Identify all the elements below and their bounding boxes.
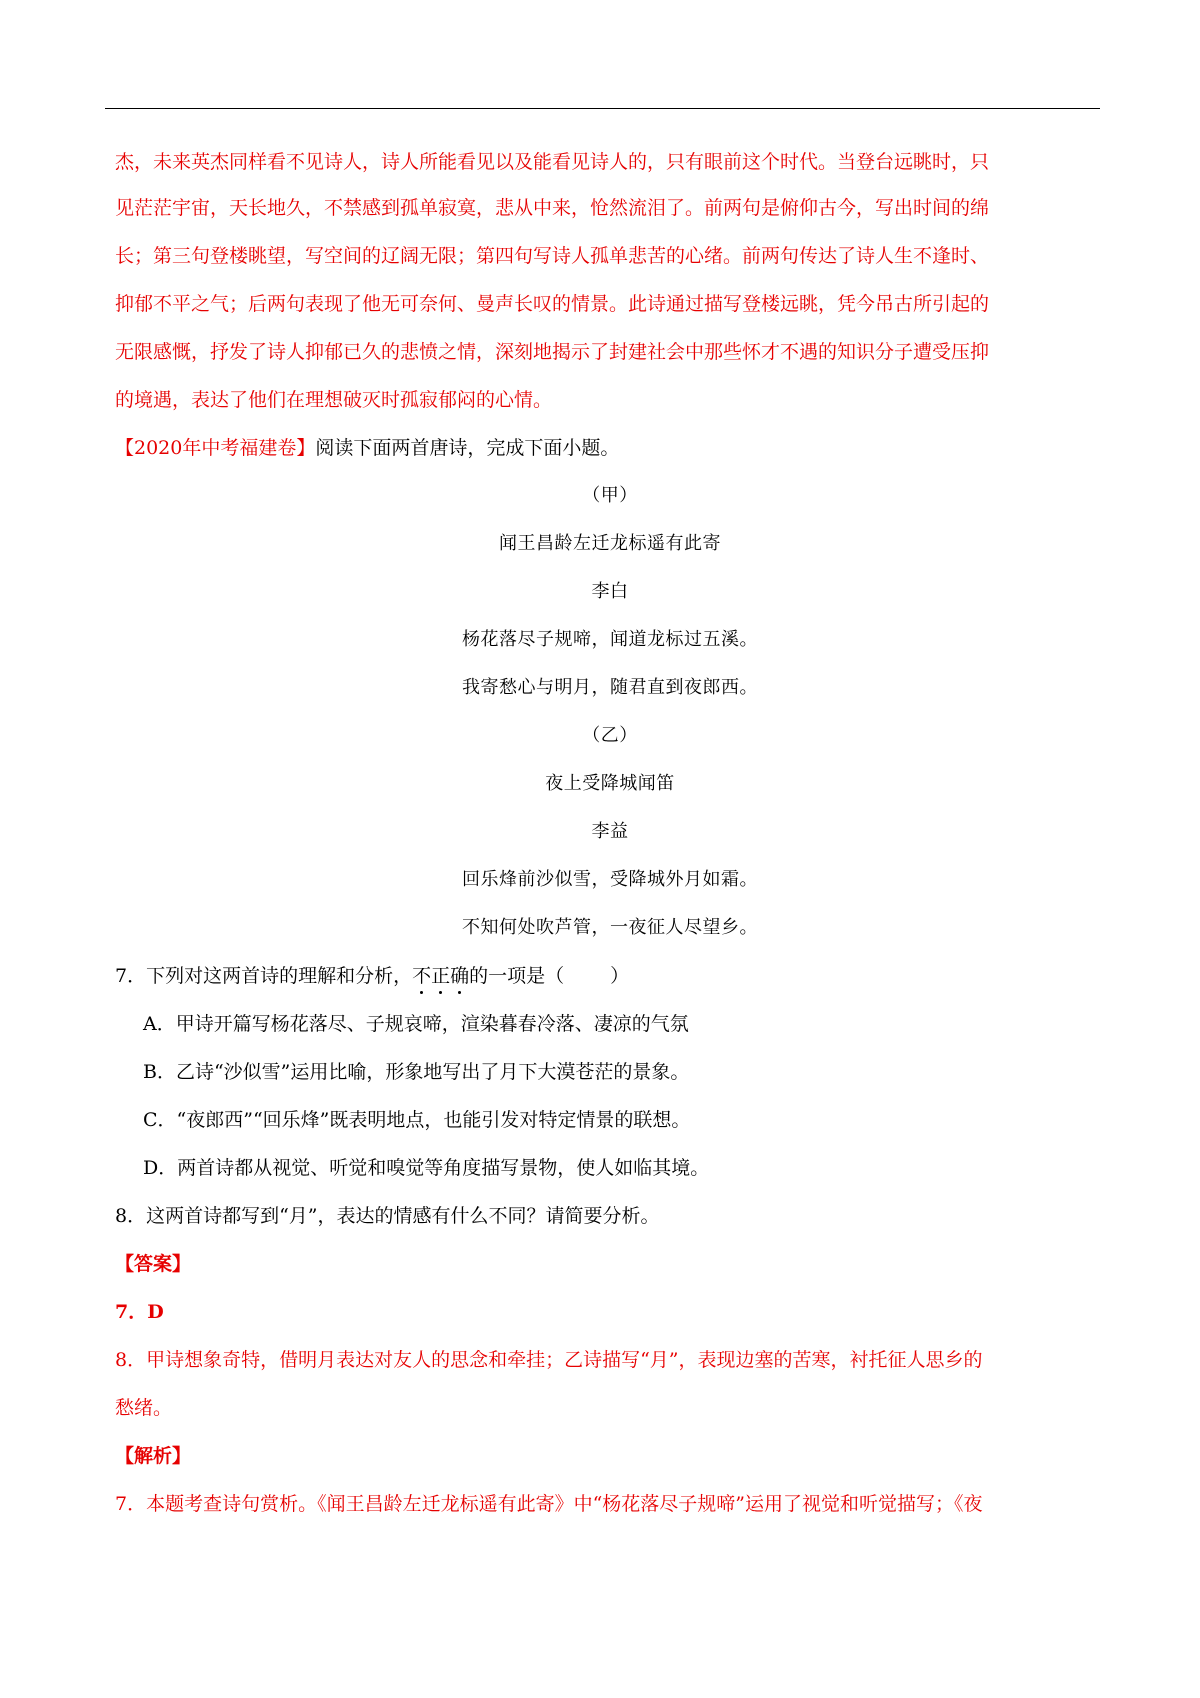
poem-b-author: 李益 <box>591 821 629 842</box>
analysis-line: 抑郁不平之气；后两句表现了他无可奈何、曼声长叹的情景。此诗通过描写登楼远眺，凭今吊古所引起的 <box>115 293 990 315</box>
poem-b-line: 回乐烽前沙似雪，受降城外月如霜。 <box>462 869 758 890</box>
option-d: D．两首诗都从视觉、听觉和嗅觉等角度描写景物，使人如临其境。 <box>143 1157 710 1179</box>
analysis-line: 杰，未来英杰同样看不见诗人，诗人所能看见以及能看见诗人的，只有眼前这个时代。当登台远眺时，只 <box>115 151 990 173</box>
instruction: 阅读下面两首唐诗，完成下面小题。 <box>315 437 620 459</box>
poem-b-title: 夜上受降城闻笛 <box>545 773 675 794</box>
poem-b-label: （乙） <box>582 725 638 746</box>
explanation-heading: 【解析】 <box>115 1445 192 1467</box>
option-c: C．“夜郎西”“回乐烽”既表明地点，也能引发对特定情景的联想。 <box>143 1109 691 1131</box>
emphasis-char: 确 <box>450 965 470 987</box>
question-7-close-paren: ） <box>610 965 630 987</box>
poem-a-line: 杨花落尽子规啼，闻道龙标过五溪。 <box>462 629 758 650</box>
question-intro <box>115 436 619 460</box>
poem-a-title: 闻王昌龄左迁龙标遥有此寄 <box>499 533 721 554</box>
analysis-line: 长；第三句登楼眺望，写空间的辽阔无限；第四句写诗人孤单悲苦的心绪。前两句传达了诗人生不逢时、 <box>115 245 990 267</box>
question-7 <box>115 964 629 988</box>
answer-8-line: 8．甲诗想象奇特，借明月表达对友人的思念和牵挂；乙诗描写“月”，表现边塞的苦寒，衬托征人思乡的 <box>115 1349 983 1371</box>
question-8: 8．这两首诗都写到“月”，表达的情感有什么不同？请简要分析。 <box>115 1205 660 1227</box>
answer-7: 7．D <box>115 1301 164 1323</box>
poem-a-author: 李白 <box>591 581 629 602</box>
option-b: B．乙诗“沙似雪”运用比喻，形象地写出了月下大漠苍茫的景象。 <box>143 1061 690 1083</box>
option-a: A．甲诗开篇写杨花落尽、子规哀啼，渲染暮春冷落、凄凉的气氛 <box>143 1013 689 1035</box>
poem-a-label: （甲） <box>582 485 638 506</box>
answer-heading: 【答案】 <box>115 1253 192 1275</box>
question-7-prefix: 7．下列对这两首诗的理解和分析， <box>115 965 413 987</box>
analysis-line: 的境遇，表达了他们在理想破灭时孤寂郁闷的心情。 <box>115 389 553 411</box>
header-rule <box>105 108 1100 109</box>
emphasis-char: 不 <box>412 965 432 987</box>
poem-a-line: 我寄愁心与明月，随君直到夜郎西。 <box>462 677 758 698</box>
poem-b-line: 不知何处吹芦管，一夜征人尽望乡。 <box>462 917 758 938</box>
analysis-line: 见茫茫宇宙，天长地久，不禁感到孤单寂寞，悲从中来，怆然流泪了。前两句是俯仰古今，写出时间的绵 <box>115 197 990 219</box>
question-7-suffix: 的一项是（ <box>469 965 565 987</box>
source-tag: 【2020年中考福建卷】 <box>115 437 316 459</box>
analysis-line: 无限感慨，抒发了诗人抑郁已久的悲愤之情，深刻地揭示了封建社会中那些怀才不遇的知识分子遭受压抑 <box>115 341 990 363</box>
answer-8-line: 愁绪。 <box>115 1397 173 1419</box>
emphasis-char: 正 <box>431 965 451 987</box>
explanation-line: 7．本题考查诗句赏析。《闻王昌龄左迁龙标遥有此寄》中“杨花落尽子规啼”运用了视觉和听觉描写；《夜 <box>115 1493 983 1515</box>
